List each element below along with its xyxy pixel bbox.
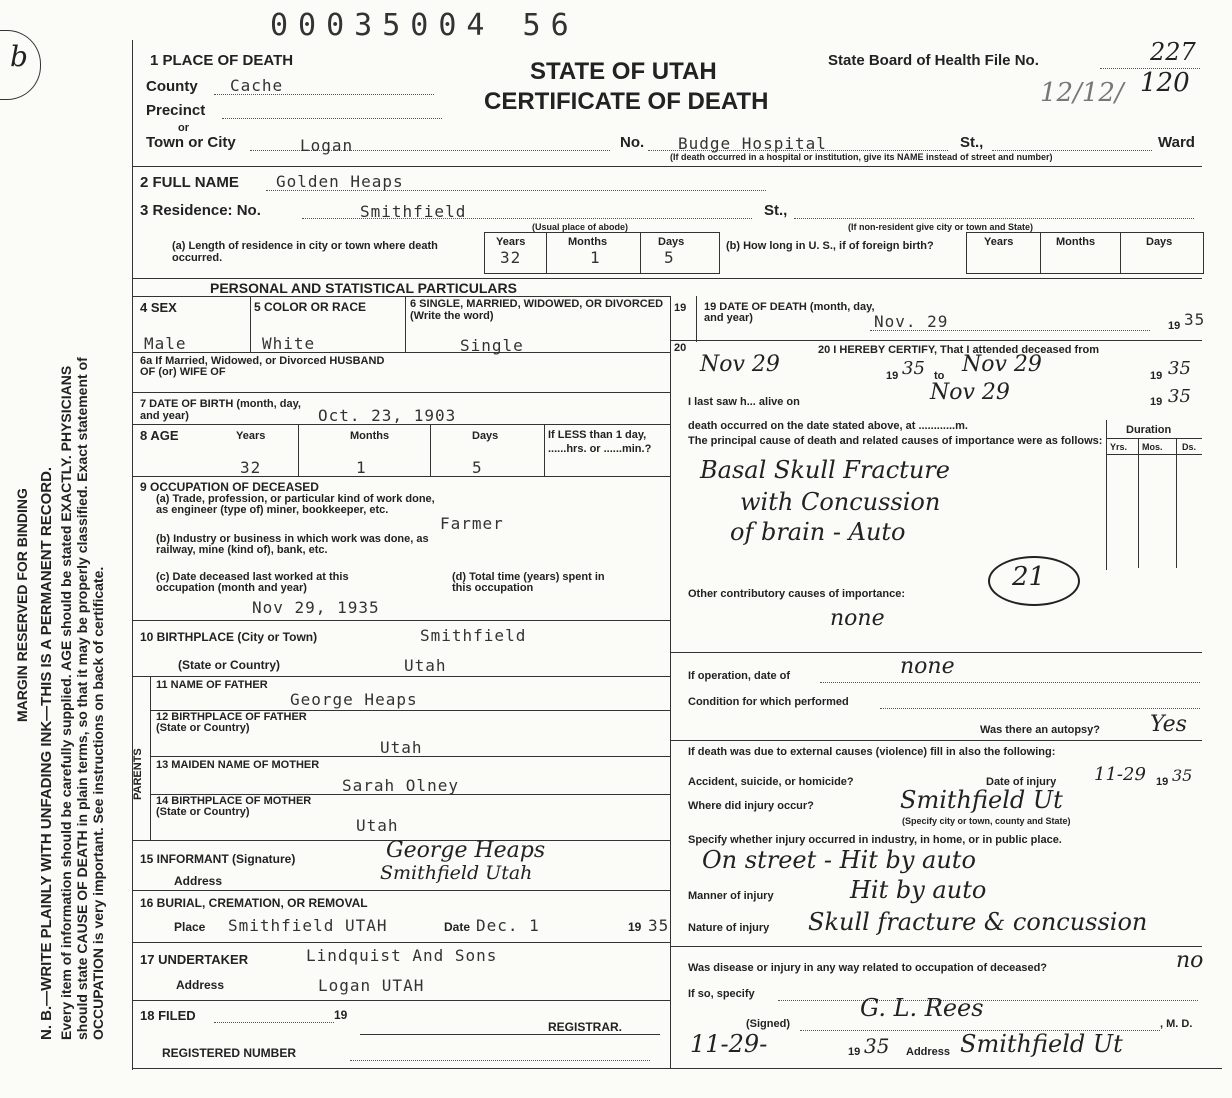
usual-abode-note: (Usual place of abode)	[532, 222, 629, 232]
last-worked-value: Nov 29, 1935	[252, 598, 380, 617]
from-year-prefix: 19	[886, 370, 899, 382]
occupation-label: 9 OCCUPATION OF DECEASED	[140, 480, 319, 494]
father-label: 11 NAME OF FATHER	[156, 679, 268, 691]
rule-9	[132, 676, 670, 677]
sex-label: 4 SEX	[140, 300, 177, 315]
burial-date-value: Dec. 1	[476, 916, 540, 935]
no-label: No.	[620, 134, 645, 151]
ifso-line	[778, 1000, 1198, 1001]
filed-label: 18 FILED	[140, 1008, 196, 1023]
us-box-div-2	[1120, 232, 1121, 274]
cause-line-3: of brain - Auto	[730, 518, 906, 546]
autopsy-value: Yes	[1150, 712, 1187, 737]
condition-line	[880, 708, 1200, 709]
informant-address-label: Address	[174, 874, 223, 888]
nature-label: Nature of injury	[688, 922, 770, 934]
occupation-value: Farmer	[440, 514, 504, 533]
nonres-note: (If non-resident give city or town and State)	[848, 222, 1034, 232]
father-value: George Heaps	[290, 690, 418, 709]
ds-label: Ds.	[1182, 442, 1197, 452]
rule-8	[132, 620, 670, 621]
certify-num: 20	[674, 342, 687, 354]
filed-year-prefix: 19	[334, 1008, 348, 1022]
autopsy-label: Was there an autopsy?	[980, 724, 1101, 736]
parents-label: PARENTS	[132, 748, 144, 800]
rule-1	[132, 166, 1202, 167]
manner-value: Hit by auto	[850, 876, 987, 904]
form-bottom-border	[132, 1068, 1222, 1069]
margin-reserved-text: MARGIN RESERVED FOR BINDING	[14, 488, 30, 722]
file-no-label: State Board of Health File No.	[828, 52, 1039, 69]
mos-label: Mos.	[1142, 442, 1163, 452]
rule-r1	[670, 340, 1202, 341]
or-label: or	[178, 122, 189, 134]
related-label: Was disease or injury in any way related to occupation of deceased?	[688, 962, 1048, 974]
age-label: 8 AGE	[140, 428, 179, 443]
lastsaw-label: I last saw h... alive on	[688, 396, 800, 408]
age-days-label: Days	[472, 430, 499, 442]
cause-label: The principal cause of death and related causes of importance were as follows:	[688, 435, 1103, 447]
sign-date: 11-29-	[690, 1030, 768, 1058]
registered-number-label: REGISTERED NUMBER	[162, 1046, 297, 1060]
physician-address-label: Address	[906, 1046, 951, 1058]
undertaker-label: 17 UNDERTAKER	[140, 952, 249, 967]
cause-line-2: with Concussion	[740, 488, 941, 516]
duration-head-rule	[1106, 454, 1202, 455]
rule-5	[132, 392, 670, 393]
external-label: If death was due to external causes (violence) fill in also the following:	[688, 746, 1056, 758]
age-div-3	[544, 424, 545, 476]
rule-15	[132, 942, 670, 943]
residence-label: 3 Residence: No.	[140, 202, 261, 219]
res-box-div-2	[640, 232, 641, 274]
occupation-d-label: (d) Total time (years) spent in this occupation	[452, 571, 605, 594]
burial-year-prefix: 19	[628, 920, 642, 934]
ward-label: Ward	[1158, 134, 1195, 151]
injury-date-value: 11-29	[1094, 764, 1146, 785]
duration-rule	[1106, 438, 1202, 439]
signed-label: (Signed)	[746, 1018, 790, 1030]
age-months-label: Months	[350, 430, 390, 442]
town-label: Town or City	[146, 134, 236, 151]
us-years-label: Years	[984, 236, 1014, 248]
rule-r3	[670, 740, 1202, 741]
operation-label: If operation, date of	[688, 670, 791, 682]
condition-label: Condition for which performed	[688, 696, 849, 708]
dob-label: 7 DATE OF BIRTH (month, day, and year)	[140, 398, 301, 422]
undertaker-address-label: Address	[176, 978, 225, 992]
dod-value: Nov. 29	[874, 312, 949, 331]
filed-line	[214, 1022, 334, 1023]
nature-value: Skull fracture & concussion	[808, 908, 1148, 936]
right-num-div	[696, 296, 697, 342]
specify-value: On street - Hit by auto	[702, 846, 976, 874]
form-left-border	[132, 40, 133, 1070]
us-months-label: Months	[1056, 236, 1096, 248]
sex-div	[250, 296, 251, 352]
mother-bp-value: Utah	[356, 816, 399, 835]
occupation-a-label: (a) Trade, profession, or particular kind of work done, as engineer (type of) miner, bookkeeper, etc.	[156, 493, 435, 516]
county-value: Cache	[230, 76, 284, 95]
precinct-line	[222, 118, 442, 119]
mother-value: Sarah Olney	[342, 776, 459, 795]
st-line	[992, 150, 1152, 151]
res-days-label: Days	[658, 236, 685, 248]
related-value: no	[1176, 948, 1204, 973]
birth-state-label: (State or Country)	[178, 658, 280, 672]
age-days-value: 5	[472, 458, 483, 477]
parents-div	[150, 676, 151, 840]
dur-div-1	[1138, 438, 1139, 568]
where-note: (Specify city or town, county and State)	[902, 816, 1071, 826]
certify-to-label: to	[934, 370, 945, 382]
informant-address: Smithfield Utah	[380, 862, 533, 884]
age-div-2	[430, 424, 431, 476]
certify-to-year: 35	[1168, 358, 1191, 379]
place-label: 1 PLACE OF DEATH	[150, 52, 294, 69]
serial-number: 00035004 56	[270, 8, 579, 43]
marital-label: 6 SINGLE, MARRIED, WIDOWED, OR DIVORCED (Write the word)	[410, 298, 664, 322]
county-label: County	[146, 78, 198, 95]
less-label: If LESS than 1 day, ......hrs. or ......min.?	[548, 429, 652, 455]
color-value: White	[262, 334, 316, 353]
spouse-label: 6a If Married, Widowed, or Divorced HUSBAND OF (or) WIFE OF	[140, 355, 385, 378]
burial-date-label: Date	[444, 920, 471, 934]
where-label: Where did injury occur?	[688, 800, 814, 812]
contrib-label: Other contributory causes of importance:	[688, 588, 905, 600]
file-no: 227	[1150, 38, 1196, 66]
certify-to: Nov 29	[962, 352, 1042, 377]
form-letter: b	[10, 40, 28, 73]
registrar-label: REGISTRAR.	[548, 1020, 623, 1034]
occupation-c-label: (c) Date deceased last worked at this occupation (month and year)	[156, 571, 349, 594]
lastsaw-year: 35	[1168, 386, 1191, 407]
margin-instructions-1: Every item of information should be carefully supplied. AGE should be stated EXACTLY. PHYSICIANS	[58, 365, 74, 1040]
color-label: 5 COLOR OR RACE	[254, 300, 367, 314]
registrar-line	[360, 1034, 660, 1035]
specify-label: Specify whether injury occurred in industry, in home, or in public place.	[688, 834, 1062, 846]
rule-4	[132, 352, 670, 353]
birthplace-value: Smithfield	[420, 626, 527, 645]
physician-address: Smithfield Ut	[960, 1030, 1123, 1058]
st-label: St.,	[960, 134, 984, 151]
file-no-2: 120	[1140, 68, 1190, 98]
burial-place-label: Place	[174, 920, 206, 934]
rule-14	[132, 890, 670, 891]
informant-signature: George Heaps	[386, 838, 546, 863]
rule-7	[132, 476, 670, 477]
margin-instructions-3: OCCUPATION is very important. See instructions on back of certificate.	[90, 566, 106, 1040]
rule-11	[150, 756, 670, 757]
rule-r4	[670, 946, 1202, 947]
age-years-value: 32	[240, 458, 262, 477]
form-title-1: STATE OF UTAH	[530, 58, 717, 85]
father-bp-label: 12 BIRTHPLACE OF FATHER (State or Country)	[156, 711, 307, 734]
father-bp-value: Utah	[380, 738, 423, 757]
physician-signature: G. L. Rees	[860, 994, 984, 1022]
cause-line-1: Basal Skull Fracture	[700, 456, 950, 484]
margin-nb-line: N. B.—WRITE PLAINLY WITH UNFADING INK—THIS IS A PERMANENT RECORD.	[38, 466, 55, 1040]
marginal-note: 12/12/	[1040, 78, 1124, 108]
certify-from: Nov 29	[700, 352, 780, 377]
precinct-label: Precinct	[146, 102, 206, 119]
manner-label: Manner of injury	[688, 890, 774, 902]
hospital-note: (If death occurred in a hospital or institution, give its NAME instead of street and number)	[670, 152, 1053, 162]
lastsaw-value: Nov 29	[930, 380, 1010, 405]
residence-st-label: St.,	[764, 202, 788, 219]
occupation-b-label: (b) Industry or business in which work was done, as railway, mine (kind of), bank, etc.	[156, 533, 429, 556]
hospital-value: Budge Hospital	[678, 134, 827, 153]
us-residence-label: (b) How long in U. S., if of foreign birth?	[726, 240, 934, 252]
burial-label: 16 BURIAL, CREMATION, OR REMOVAL	[140, 896, 368, 910]
fullname-value: Golden Heaps	[276, 172, 404, 191]
injury-date-label: Date of injury	[986, 776, 1057, 788]
lastsaw-year-prefix: 19	[1150, 396, 1163, 408]
yrs-label: Yrs.	[1110, 442, 1128, 452]
dur-div-2	[1176, 438, 1177, 568]
cause-code: 21	[1012, 562, 1046, 592]
accident-label: Accident, suicide, or homicide?	[688, 776, 854, 788]
dob-value: Oct. 23, 1903	[318, 406, 457, 425]
regnum-line	[350, 1060, 650, 1061]
rule-6	[132, 424, 670, 425]
dod-num: 19	[674, 302, 687, 314]
dod-year-value: 35	[1184, 310, 1206, 329]
occurred-label: death occurred on the date stated above, at ............m.	[688, 420, 968, 432]
personal-heading: PERSONAL AND STATISTICAL PARTICULARS	[210, 280, 517, 296]
fullname-label: 2 FULL NAME	[140, 174, 239, 191]
rule-16	[132, 1000, 670, 1001]
dod-label: 19 DATE OF DEATH (month, day, and year)	[704, 301, 875, 324]
injury-year-prefix: 19	[1156, 776, 1169, 788]
where-value: Smithfield Ut	[900, 786, 1063, 814]
injury-year-value: 35	[1172, 766, 1193, 785]
res-years-value: 32	[500, 248, 522, 267]
to-year-prefix: 19	[1150, 370, 1163, 382]
operation-line	[820, 682, 1200, 683]
town-value: Logan	[300, 136, 354, 155]
ifso-label: If so, specify	[688, 988, 755, 1000]
color-div	[405, 296, 406, 352]
dod-year-prefix: 19	[1168, 320, 1181, 332]
margin-instructions-2: should state CAUSE OF DEATH in plain terms, so that it may be properly classified. Exact statement of	[74, 357, 90, 1040]
birthplace-label: 10 BIRTHPLACE (City or Town)	[140, 630, 318, 644]
burial-place-value: Smithfield UTAH	[228, 916, 388, 935]
res-years-label: Years	[496, 236, 526, 248]
length-residence-label: (a) Length of residence in city or town where death occurred.	[172, 240, 438, 264]
us-days-label: Days	[1146, 236, 1173, 248]
burial-year-value: 35	[648, 916, 670, 935]
res-months-value: 1	[590, 248, 601, 267]
age-years-label: Years	[236, 430, 266, 442]
res-months-label: Months	[568, 236, 608, 248]
undertaker-value: Lindquist And Sons	[306, 946, 498, 965]
sex-value: Male	[144, 334, 187, 353]
certify-from-year: 35	[902, 358, 925, 379]
sign-year: 35	[864, 1034, 890, 1058]
res-box-div-1	[546, 232, 547, 274]
sign-year-prefix: 19	[848, 1046, 861, 1058]
rule-3	[132, 296, 670, 297]
residence-st-line	[794, 218, 1194, 219]
contrib-value: none	[830, 606, 885, 631]
marital-value: Single	[460, 336, 524, 355]
operation-value: none	[900, 654, 955, 679]
residence-value: Smithfield	[360, 202, 467, 221]
rule-2	[132, 278, 1202, 279]
informant-label: 15 INFORMANT (Signature)	[140, 852, 296, 866]
certify-label: 20 I HEREBY CERTIFY, That I attended deceased from	[818, 344, 1099, 356]
mother-label: 13 MAIDEN NAME OF MOTHER	[156, 759, 320, 771]
us-box-div-1	[1040, 232, 1041, 274]
birth-state-value: Utah	[404, 656, 447, 675]
rule-r2	[670, 652, 1202, 653]
undertaker-address-value: Logan UTAH	[318, 976, 425, 995]
duration-label: Duration	[1126, 424, 1172, 436]
form-title-2: CERTIFICATE OF DEATH	[484, 88, 769, 115]
md-label: , M. D.	[1160, 1018, 1193, 1030]
age-months-value: 1	[356, 458, 367, 477]
mother-bp-label: 14 BIRTHPLACE OF MOTHER (State or Country)	[156, 795, 312, 818]
column-divider	[670, 296, 671, 1068]
age-div-1	[298, 424, 299, 476]
res-days-value: 5	[664, 248, 675, 267]
